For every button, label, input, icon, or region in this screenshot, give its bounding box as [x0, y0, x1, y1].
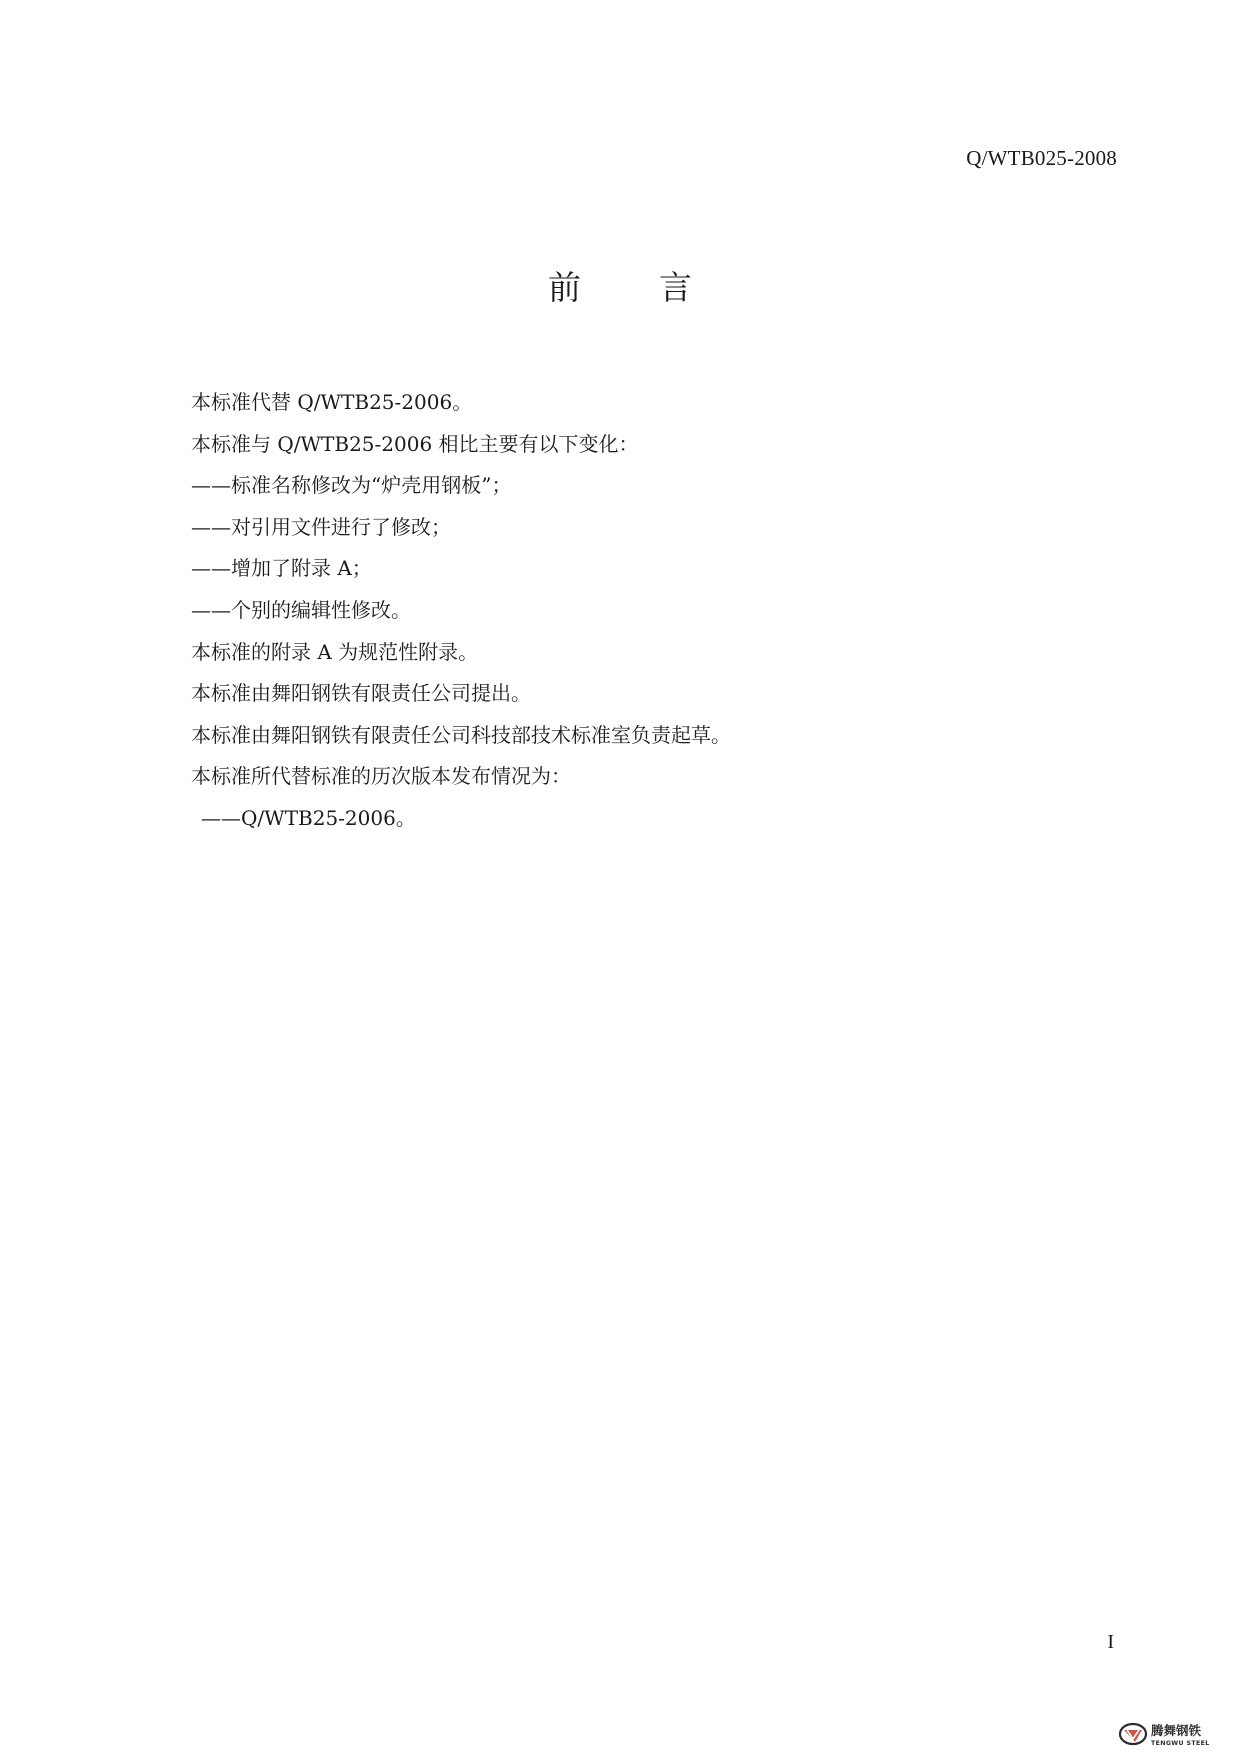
document-code: Q/WTB025-2008: [966, 146, 1117, 170]
preface-line-replaces: 本标准代替 Q/WTB25-2006。: [191, 390, 473, 414]
preface-line-changes-intro: 本标准与 Q/WTB25-2006 相比主要有以下变化：: [191, 431, 639, 456]
preface-line-change-references: ——对引用文件进行了修改；: [191, 514, 451, 539]
preface-line-drafted-by: 本标准由舞阳钢铁有限责任公司科技部技术标准室负责起草。: [191, 722, 731, 747]
page-title: [0, 262, 1240, 309]
preface-line-history-intro: 本标准所代替标准的历次版本发布情况为：: [191, 764, 571, 789]
preface-line-appendix-normative: 本标准的附录 A 为规范性附录。: [191, 639, 479, 664]
watermark-en-text: TENGWU STEEL: [1151, 1740, 1210, 1747]
watermark-emblem-icon: [1120, 1724, 1146, 1744]
page-number: I: [1107, 1631, 1114, 1653]
preface-line-proposed-by: 本标准由舞阳钢铁有限责任公司提出。: [191, 681, 531, 706]
page-title-char-2: 言: [659, 268, 692, 307]
page-title-char-1: 前: [548, 268, 581, 307]
preface-line-history-item: ——Q/WTB25-2006。: [201, 805, 416, 830]
preface-line-change-name: ——标准名称修改为“炉壳用钢板”；: [191, 473, 512, 498]
watermark-cn-text: 腾舞钢铁: [1151, 1723, 1202, 1738]
preface-line-change-appendix: ——增加了附录 A；: [191, 556, 372, 581]
preface-body: [191, 382, 1091, 840]
tengwu-steel-watermark-logo: [1118, 1718, 1238, 1750]
preface-line-change-editorial: ——个别的编辑性修改。: [191, 597, 411, 622]
